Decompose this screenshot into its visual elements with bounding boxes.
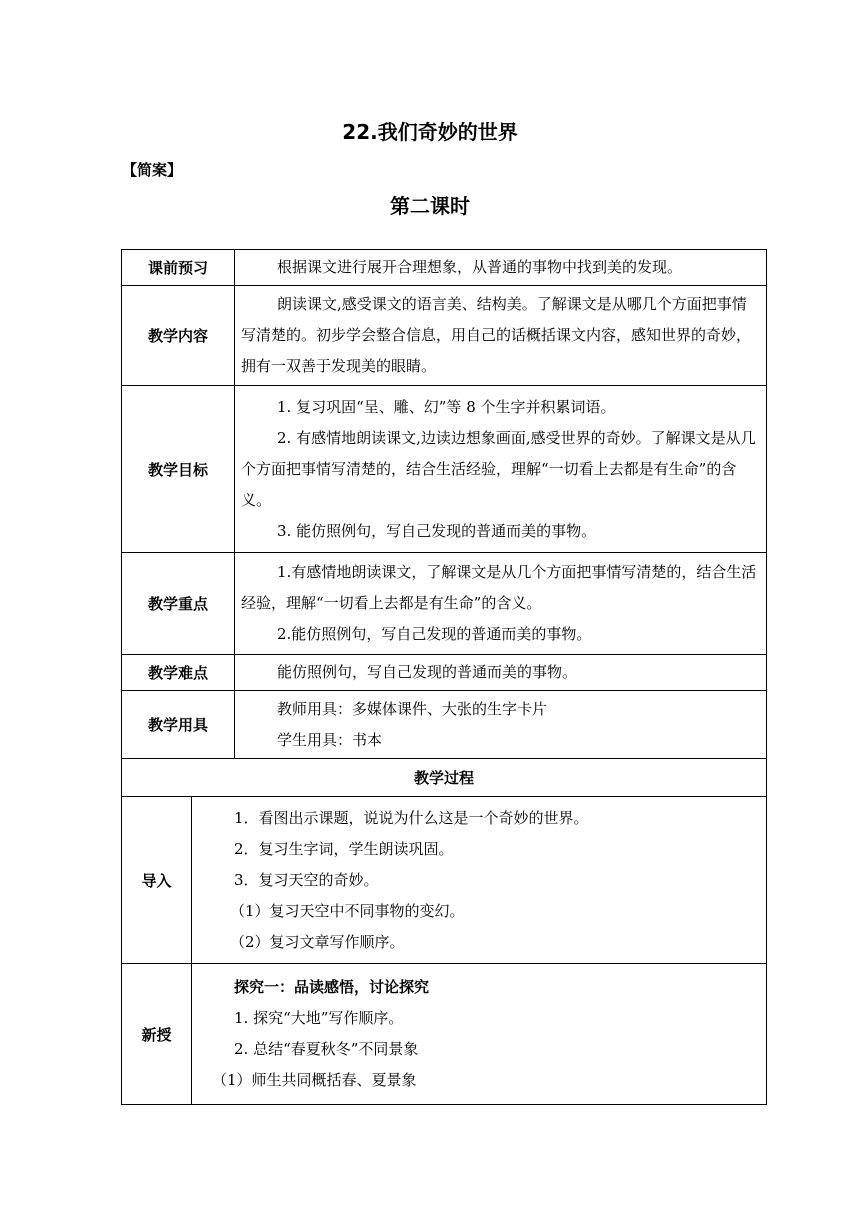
text-line: 教师用具：多媒体课件、大张的生字卡片: [277, 699, 548, 718]
row-label: 导入: [122, 797, 192, 964]
text-line: 2. 有感情地朗读课文,边读边想象画面,感受世界的奇妙。了解课文是从几个方面把事情写清楚的，结合生活经验，理解“一切看上去都是有生命”的含义。: [241, 428, 756, 509]
row-content: [235, 553, 767, 655]
text-line: 根据课文进行展开合理想象，从普通的事物中找到美的发现。: [277, 258, 683, 276]
text-line: 1．看图出示课题，说说为什么这是一个奇妙的世界。: [234, 808, 589, 827]
text-line: 2.能仿照例句，写自己发现的普通而美的事物。: [277, 625, 592, 643]
document-title: 22.我们奇妙的世界: [342, 120, 518, 144]
text-line: 3. 能仿照例句，写自己发现的普通而美的事物。: [277, 521, 597, 540]
row-content: [192, 797, 767, 964]
row-label: 课前预习: [122, 250, 235, 286]
row-content: [192, 964, 767, 1105]
process-header: 教学过程: [122, 759, 767, 797]
lesson-subtitle: 第二课时: [390, 194, 470, 218]
row-label: 教学用具: [122, 691, 235, 759]
row-keypoints: [122, 553, 767, 655]
text-line: 1.有感情地朗读课文，了解课文是从几个方面把事情写清楚的，结合生活经验，理解“一切看上去都是有生命”的含义。: [241, 563, 757, 612]
text-line: 2．复习生字词，学生朗读巩固。: [234, 839, 454, 858]
text-line: 1. 探究“大地”写作顺序。: [234, 1009, 404, 1027]
text-line: 3．复习天空的奇妙。: [234, 870, 379, 889]
row-teaching-content: [122, 286, 767, 386]
text-line: 朗读课文,感受课文的语言美、结构美。了解课文是从哪几个方面把事情写清楚的。初步学会整合信息，用自己的话概括课文内容，感知世界的奇妙，拥有一双善于发现美的眼睛。: [241, 295, 752, 375]
row-process-header: [122, 759, 767, 797]
row-content: [235, 386, 767, 553]
row-content: [235, 250, 767, 286]
row-label: 教学目标: [122, 386, 235, 553]
row-intro: [122, 797, 767, 964]
text-line: （1）师生共同概括春、夏景象: [212, 1071, 417, 1089]
lesson-plan-table: [121, 249, 767, 1105]
row-content: [235, 691, 767, 759]
section-heading: 探究一：品读感悟，讨论探究: [234, 978, 430, 996]
row-goals: [122, 386, 767, 553]
text-line: （2）复习文章写作顺序。: [230, 932, 405, 951]
row-content: [235, 655, 767, 691]
row-label: 教学难点: [122, 655, 235, 691]
row-content: [235, 286, 767, 386]
row-difficulty: [122, 655, 767, 691]
row-tools: [122, 691, 767, 759]
row-label: 新授: [122, 964, 192, 1105]
text-line: 2. 总结“春夏秋冬”不同景象: [234, 1040, 419, 1058]
document-tag: 【简案】: [122, 161, 183, 179]
text-line: （1）复习天空中不同事物的变幻。: [230, 901, 465, 920]
text-line: 学生用具：书本: [277, 730, 383, 749]
row-new: [122, 964, 767, 1105]
row-preview: [122, 250, 767, 286]
row-label: 教学内容: [122, 286, 235, 386]
row-label: 教学重点: [122, 553, 235, 655]
text-line: 能仿照例句，写自己发现的普通而美的事物。: [277, 663, 578, 681]
text-line: 1. 复习巩固“呈、雕、幻”等 8 个生字并积累词语。: [277, 397, 616, 416]
